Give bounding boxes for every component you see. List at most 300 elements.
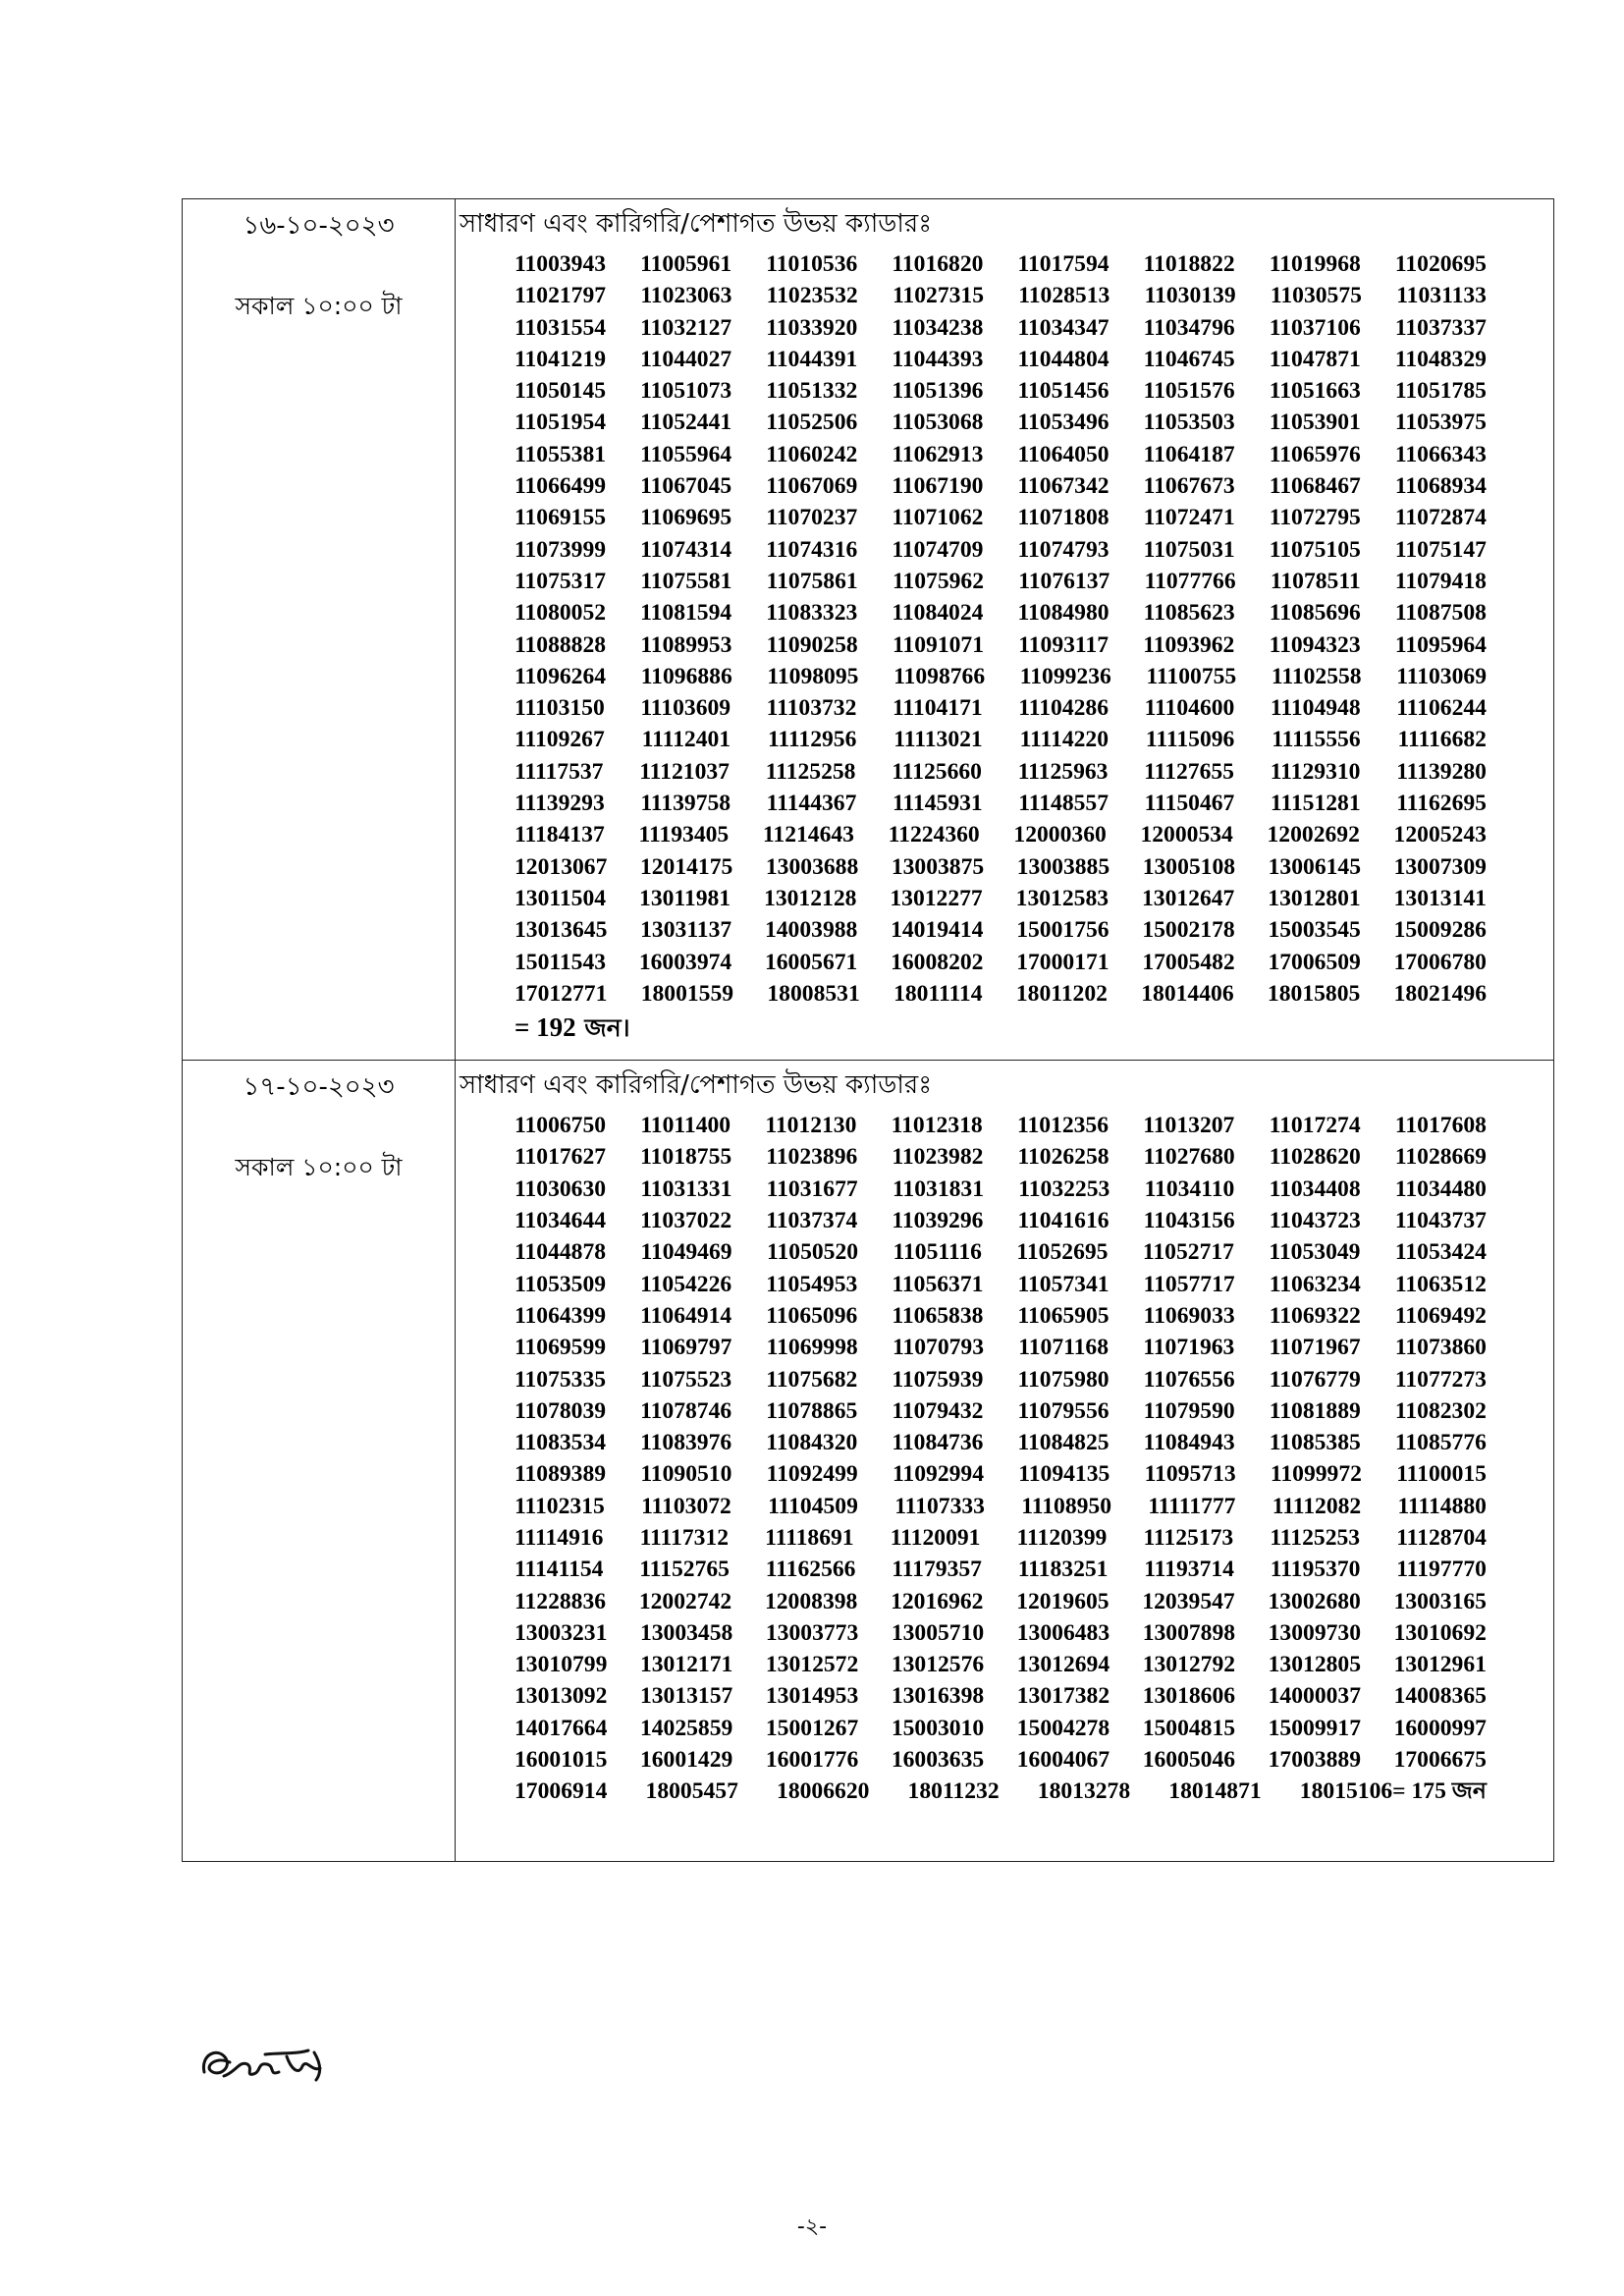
roll-number: 11104171 xyxy=(892,695,983,722)
roll-number: 11067045 xyxy=(640,473,732,500)
roll-number: 11023532 xyxy=(766,283,858,309)
roll-number-row xyxy=(514,312,1487,344)
roll-number: 11067069 xyxy=(766,473,858,500)
roll-number: 11034408 xyxy=(1269,1175,1361,1202)
roll-number: 13003688 xyxy=(765,853,859,880)
roll-number: 11051785 xyxy=(1394,378,1487,405)
roll-number: 11010536 xyxy=(766,251,858,277)
roll-number: 15009286 xyxy=(1393,917,1487,944)
roll-number: 11095964 xyxy=(1394,631,1487,658)
roll-number: 16001776 xyxy=(765,1747,859,1774)
roll-number-row xyxy=(514,1174,1487,1205)
roll-number: 11079590 xyxy=(1143,1397,1235,1424)
roll-number: 11112082 xyxy=(1272,1493,1362,1519)
roll-number: 11087508 xyxy=(1394,600,1487,627)
roll-number: 11162566 xyxy=(765,1557,856,1583)
roll-number: 11030575 xyxy=(1270,283,1362,309)
roll-number: 11148557 xyxy=(1018,791,1110,817)
roll-number: 11030630 xyxy=(514,1175,607,1202)
roll-number-row xyxy=(514,1586,1487,1617)
roll-number: 16001429 xyxy=(639,1747,733,1774)
roll-number: 11043156 xyxy=(1143,1208,1235,1234)
roll-number: 11114880 xyxy=(1397,1493,1487,1519)
roll-number: 11031133 xyxy=(1396,283,1487,309)
roll-number: 11044393 xyxy=(892,346,984,372)
roll-number: 11068934 xyxy=(1394,473,1487,500)
roll-number: 11104509 xyxy=(768,1493,858,1519)
roll-number: 11023063 xyxy=(640,283,732,309)
roll-number: 11034796 xyxy=(1143,314,1235,341)
roll-number: 11063234 xyxy=(1269,1271,1361,1297)
roll-number: 11162695 xyxy=(1396,791,1487,817)
roll-number: 17006509 xyxy=(1268,949,1361,975)
roll-number: 13003458 xyxy=(639,1619,733,1646)
roll-number: 11075939 xyxy=(892,1366,984,1393)
roll-number: 11020695 xyxy=(1394,251,1487,277)
roll-number: 18001559 xyxy=(640,980,734,1007)
roll-number-row xyxy=(514,248,1487,280)
roll-number-row xyxy=(514,566,1487,597)
roll-number: 14019414 xyxy=(891,917,984,944)
roll-number-row xyxy=(514,788,1487,819)
roll-number-row xyxy=(514,1713,1487,1744)
total-number: = 192 xyxy=(514,1012,576,1043)
roll-number: 18011202 xyxy=(1015,980,1108,1007)
roll-number: 11074314 xyxy=(640,536,732,563)
roll-number: 13012694 xyxy=(1016,1652,1110,1678)
roll-number: 11046745 xyxy=(1143,346,1235,372)
roll-number: 11103069 xyxy=(1396,663,1487,689)
roll-number: 11070237 xyxy=(766,505,858,531)
roll-number: 13009730 xyxy=(1268,1619,1361,1646)
roll-number: 18011232 xyxy=(907,1778,1000,1805)
roll-number: 11100015 xyxy=(1396,1461,1487,1488)
roll-number: 11053068 xyxy=(892,410,984,436)
roll-number: 11071062 xyxy=(892,505,984,531)
roll-number: 11052717 xyxy=(1142,1239,1234,1266)
roll-number: 11139293 xyxy=(514,791,605,817)
roll-number: 11037106 xyxy=(1269,314,1361,341)
roll-number-row xyxy=(514,947,1487,978)
roll-number: 11053424 xyxy=(1394,1239,1487,1266)
roll-number: 17006780 xyxy=(1393,949,1487,975)
roll-number: 11023896 xyxy=(766,1144,858,1171)
roll-number: 11062913 xyxy=(892,441,984,467)
roll-number: 11150467 xyxy=(1144,791,1235,817)
roll-number: 11017608 xyxy=(1394,1113,1487,1139)
roll-number: 11139280 xyxy=(1396,758,1487,785)
roll-number: 11077766 xyxy=(1144,568,1236,594)
roll-number: 11072795 xyxy=(1269,505,1361,531)
roll-number: 11034480 xyxy=(1394,1175,1487,1202)
roll-number: 11073999 xyxy=(514,536,607,563)
roll-number: 11104286 xyxy=(1018,695,1110,722)
roll-number: 11066343 xyxy=(1394,441,1487,467)
roll-number: 17005482 xyxy=(1142,949,1235,975)
roll-number: 11076137 xyxy=(1018,568,1110,594)
roll-number: 11044391 xyxy=(766,346,858,372)
roll-number-row xyxy=(514,1617,1487,1649)
roll-number: 11056371 xyxy=(892,1271,984,1297)
roll-number: 11065838 xyxy=(892,1302,984,1329)
roll-number: 11112401 xyxy=(641,727,731,753)
roll-number: 15011543 xyxy=(514,949,607,975)
roll-number: 11013207 xyxy=(1143,1113,1235,1139)
roll-number: 11104600 xyxy=(1144,695,1235,722)
roll-number: 11075861 xyxy=(766,568,858,594)
roll-number-row xyxy=(514,756,1487,788)
roll-list-cell xyxy=(456,199,1554,1061)
roll-number: 13012583 xyxy=(1015,885,1110,911)
roll-number: 11053901 xyxy=(1269,410,1361,436)
roll-number: 11079418 xyxy=(1394,568,1487,594)
roll-number: 13006145 xyxy=(1268,853,1361,880)
roll-number: 11139758 xyxy=(640,791,731,817)
roll-number: 11092499 xyxy=(766,1461,858,1488)
roll-number: 11103609 xyxy=(640,695,731,722)
roll-number: 11093117 xyxy=(1018,631,1110,658)
roll-number: 11065976 xyxy=(1269,441,1361,467)
roll-number: 11129310 xyxy=(1270,758,1361,785)
roll-number: 11078865 xyxy=(766,1397,858,1424)
roll-number: 11071967 xyxy=(1269,1335,1361,1361)
roll-number: 15009917 xyxy=(1268,1715,1361,1741)
roll-number: 11051116 xyxy=(893,1239,982,1266)
cadre-category: সাধারণ এবং কারিগরি/পেশাগত উভয় ক্যাডারঃ xyxy=(460,209,933,239)
roll-number-row xyxy=(514,280,1487,311)
roll-number: 11125173 xyxy=(1143,1524,1234,1551)
roll-number: 11005961 xyxy=(640,251,732,277)
roll-number-row xyxy=(514,1458,1487,1490)
roll-number: 13005108 xyxy=(1142,853,1236,880)
roll-number: 11057341 xyxy=(1017,1271,1110,1297)
roll-number: 11044878 xyxy=(514,1239,607,1266)
roll-number: 15004815 xyxy=(1142,1715,1236,1741)
roll-number: 11115096 xyxy=(1145,727,1235,753)
roll-number: 11034238 xyxy=(892,314,984,341)
roll-number: 13003773 xyxy=(765,1619,859,1646)
roll-number: 12000360 xyxy=(1013,822,1107,848)
roll-number: 12013067 xyxy=(514,853,608,880)
roll-number: 11053509 xyxy=(514,1271,607,1297)
roll-number: 11076779 xyxy=(1269,1366,1361,1393)
roll-number-row xyxy=(514,692,1487,724)
roll-number: 11152765 xyxy=(639,1557,730,1583)
roll-number: 11065096 xyxy=(766,1302,858,1329)
roll-number-row xyxy=(514,1649,1487,1680)
roll-number: 12008398 xyxy=(764,1588,858,1614)
roll-number: 11125660 xyxy=(892,758,982,785)
roll-number: 17000171 xyxy=(1016,949,1110,975)
roll-number: 11017274 xyxy=(1269,1113,1361,1139)
roll-number: 11053503 xyxy=(1143,410,1235,436)
roll-number: 11031331 xyxy=(640,1175,732,1202)
roll-number: 11103732 xyxy=(766,695,857,722)
roll-number: 11094323 xyxy=(1269,631,1361,658)
roll-number: 11034347 xyxy=(1017,314,1110,341)
roll-number-row xyxy=(514,1141,1487,1173)
roll-number: 13012647 xyxy=(1141,885,1235,911)
roll-number: 11214643 xyxy=(762,822,854,848)
roll-number: 11067190 xyxy=(892,473,984,500)
roll-number-row xyxy=(514,1744,1487,1776)
roll-number: 13012801 xyxy=(1268,885,1361,911)
roll-number-row xyxy=(514,1236,1487,1268)
roll-number: 11075581 xyxy=(640,568,732,594)
roll-number: 11043737 xyxy=(1394,1208,1487,1234)
roll-number: 11051456 xyxy=(1017,378,1110,405)
roll-number-row xyxy=(514,1269,1487,1300)
roll-number: 11075962 xyxy=(892,568,985,594)
roll-number: 18015106= 175 জন xyxy=(1299,1778,1487,1805)
roll-number: 11053975 xyxy=(1394,410,1487,436)
roll-number: 11114916 xyxy=(514,1524,604,1551)
roll-number: 18014871 xyxy=(1168,1778,1262,1805)
roll-number: 16001015 xyxy=(514,1747,608,1774)
roll-number: 12005243 xyxy=(1393,822,1487,848)
roll-number: 15003545 xyxy=(1268,917,1361,944)
roll-number: 11088828 xyxy=(514,631,607,658)
roll-number-row xyxy=(514,1205,1487,1236)
roll-number: 11012130 xyxy=(765,1113,857,1139)
roll-number: 11102558 xyxy=(1271,663,1362,689)
roll-number: 11085776 xyxy=(1394,1430,1487,1456)
roll-number: 11037374 xyxy=(766,1208,858,1234)
roll-number: 11075147 xyxy=(1394,536,1487,563)
roll-number: 11048329 xyxy=(1394,346,1487,372)
roll-number: 11099972 xyxy=(1270,1461,1362,1488)
roll-number: 11054226 xyxy=(640,1271,732,1297)
roll-number: 11037337 xyxy=(1394,314,1487,341)
roll-number: 11089953 xyxy=(640,631,732,658)
roll-number: 14025859 xyxy=(639,1715,733,1741)
roll-number: 13003165 xyxy=(1393,1588,1487,1614)
roll-number: 17006675 xyxy=(1393,1747,1487,1774)
roll-number: 11051073 xyxy=(640,378,732,405)
roll-number: 11064050 xyxy=(1017,441,1110,467)
roll-number: 11032127 xyxy=(640,314,732,341)
roll-number: 16008202 xyxy=(891,949,984,975)
roll-number: 11075335 xyxy=(514,1366,607,1393)
roll-number: 13006483 xyxy=(1016,1619,1110,1646)
roll-number: 15001267 xyxy=(765,1715,859,1741)
roll-number: 11069155 xyxy=(514,505,607,531)
roll-number-row xyxy=(514,1554,1487,1585)
roll-number: 11037022 xyxy=(640,1208,732,1234)
roll-number: 15002178 xyxy=(1142,917,1235,944)
roll-number: 11019968 xyxy=(1269,251,1361,277)
signature-image xyxy=(196,2033,344,2092)
roll-number-row xyxy=(514,914,1487,946)
roll-number: 11073860 xyxy=(1394,1335,1487,1361)
roll-number: 13007898 xyxy=(1142,1619,1236,1646)
roll-number: 11083976 xyxy=(640,1430,732,1456)
roll-number: 11071168 xyxy=(1018,1335,1110,1361)
roll-number: 11044804 xyxy=(1017,346,1110,372)
roll-number: 11069797 xyxy=(640,1335,732,1361)
roll-number: 11141154 xyxy=(514,1557,604,1583)
roll-number: 11070793 xyxy=(892,1335,985,1361)
roll-number: 18014406 xyxy=(1141,980,1234,1007)
roll-number: 17012771 xyxy=(514,980,608,1007)
roll-number: 11193714 xyxy=(1144,1557,1234,1583)
roll-number: 11063512 xyxy=(1394,1271,1487,1297)
roll-number: 11074793 xyxy=(1017,536,1110,563)
roll-number: 14008365 xyxy=(1393,1683,1487,1710)
roll-number: 11114220 xyxy=(1019,727,1110,753)
roll-number: 11068467 xyxy=(1269,473,1361,500)
schedule-table xyxy=(182,198,1554,1862)
roll-number: 11031831 xyxy=(892,1175,985,1202)
roll-number: 11106244 xyxy=(1396,695,1487,722)
exam-date: ১৬-১০-২০২৩ xyxy=(243,211,395,241)
roll-number-row xyxy=(514,470,1487,502)
roll-number: 11064187 xyxy=(1143,441,1235,467)
roll-number: 16005671 xyxy=(764,949,858,975)
roll-number: 11041616 xyxy=(1017,1208,1110,1234)
roll-number: 11055381 xyxy=(514,441,607,467)
roll-number: 11003943 xyxy=(514,251,607,277)
roll-number: 11224360 xyxy=(888,822,980,848)
roll-number-list xyxy=(514,248,1487,1010)
roll-number: 13012805 xyxy=(1268,1652,1361,1678)
roll-number: 13003885 xyxy=(1016,853,1110,880)
roll-number: 11116682 xyxy=(1397,727,1487,753)
roll-number: 11049469 xyxy=(640,1239,732,1266)
roll-number: 11060242 xyxy=(766,441,858,467)
roll-number: 11121037 xyxy=(639,758,730,785)
roll-number: 11085385 xyxy=(1269,1430,1361,1456)
roll-number: 12019605 xyxy=(1016,1588,1110,1614)
page-number: -২- xyxy=(796,2214,828,2239)
roll-number: 13013141 xyxy=(1393,885,1487,911)
roll-number: 11030139 xyxy=(1144,283,1236,309)
roll-number: 11179357 xyxy=(892,1557,982,1583)
roll-number: 11080052 xyxy=(514,600,607,627)
session-row xyxy=(183,199,1554,1061)
roll-number: 13031137 xyxy=(640,917,732,944)
roll-number: 11077273 xyxy=(1394,1366,1487,1393)
roll-number: 13012171 xyxy=(639,1652,733,1678)
roll-number: 15003010 xyxy=(891,1715,985,1741)
roll-number: 13003231 xyxy=(514,1619,608,1646)
roll-number: 11026258 xyxy=(1017,1144,1110,1171)
roll-number: 15001756 xyxy=(1016,917,1110,944)
roll-number: 11069322 xyxy=(1269,1302,1361,1329)
roll-number: 11081889 xyxy=(1269,1397,1361,1424)
roll-number: 11103072 xyxy=(641,1493,731,1519)
roll-number-row xyxy=(514,1300,1487,1332)
roll-number: 13010799 xyxy=(514,1652,608,1678)
roll-number: 18011114 xyxy=(893,980,983,1007)
roll-number: 11098766 xyxy=(893,663,986,689)
roll-number: 18013278 xyxy=(1037,1778,1131,1805)
roll-number: 11074316 xyxy=(766,536,858,563)
roll-number: 11197770 xyxy=(1396,1557,1487,1583)
roll-number: 11039296 xyxy=(892,1208,984,1234)
roll-number: 11018822 xyxy=(1143,251,1235,277)
roll-number: 12002742 xyxy=(638,1588,732,1614)
date-time-cell xyxy=(183,1061,456,1862)
roll-number: 18005457 xyxy=(645,1778,738,1805)
roll-number: 11228836 xyxy=(514,1588,607,1614)
roll-number-row xyxy=(514,1395,1487,1427)
roll-number: 11021797 xyxy=(514,283,607,309)
roll-number: 16003974 xyxy=(638,949,732,975)
roll-number: 11047871 xyxy=(1269,346,1361,372)
roll-number: 14000037 xyxy=(1268,1683,1361,1710)
roll-number: 11064399 xyxy=(514,1302,607,1329)
roll-number: 11075523 xyxy=(640,1366,732,1393)
roll-number: 11108950 xyxy=(1021,1493,1112,1519)
roll-number: 11115556 xyxy=(1272,727,1361,753)
roll-number: 11069033 xyxy=(1143,1302,1235,1329)
roll-number-row xyxy=(514,1332,1487,1363)
roll-number: 11027315 xyxy=(892,283,985,309)
roll-number: 11144367 xyxy=(766,791,857,817)
roll-number: 13016398 xyxy=(891,1683,985,1710)
roll-number-row xyxy=(514,1427,1487,1458)
roll-number: 11090258 xyxy=(766,631,858,658)
roll-number: 18015805 xyxy=(1267,980,1361,1007)
roll-number: 11103150 xyxy=(514,695,605,722)
roll-number: 18006620 xyxy=(777,1778,870,1805)
roll-number: 11083323 xyxy=(766,600,858,627)
roll-number: 11096264 xyxy=(514,663,607,689)
roll-number-row xyxy=(514,978,1487,1010)
roll-number: 11151281 xyxy=(1270,791,1361,817)
roll-number: 17006914 xyxy=(514,1778,608,1805)
roll-number: 11084980 xyxy=(1017,600,1110,627)
roll-number-row xyxy=(514,1364,1487,1395)
roll-number: 11084024 xyxy=(892,600,984,627)
roll-number: 11102315 xyxy=(514,1493,605,1519)
roll-number-row xyxy=(514,1110,1487,1141)
roll-number: 13011504 xyxy=(514,885,607,911)
roll-number: 14003988 xyxy=(764,917,858,944)
roll-number: 11051663 xyxy=(1269,378,1361,405)
roll-number: 11067673 xyxy=(1143,473,1235,500)
roll-number-row xyxy=(514,1491,1487,1522)
roll-number: 11032253 xyxy=(1018,1175,1110,1202)
roll-number: 11083534 xyxy=(514,1430,607,1456)
roll-number: 11078511 xyxy=(1270,568,1361,594)
roll-number-row xyxy=(514,629,1487,661)
exam-time: সকাল ১০:০০ টা xyxy=(235,1153,403,1182)
roll-number: 11031677 xyxy=(766,1175,858,1202)
roll-number: 11091071 xyxy=(892,631,985,658)
roll-number: 13012792 xyxy=(1142,1652,1236,1678)
roll-number: 11184137 xyxy=(514,822,605,848)
roll-number: 11084320 xyxy=(766,1430,858,1456)
roll-number: 11096886 xyxy=(640,663,732,689)
roll-number: 11050145 xyxy=(514,378,607,405)
roll-number-row xyxy=(514,597,1487,629)
roll-number: 11031554 xyxy=(514,314,607,341)
roll-number-row xyxy=(514,1680,1487,1712)
roll-number-row xyxy=(514,851,1487,883)
roll-number: 13013157 xyxy=(639,1683,733,1710)
roll-number: 11112956 xyxy=(767,727,857,753)
roll-number-row xyxy=(514,534,1487,566)
roll-number-row xyxy=(514,883,1487,914)
roll-number: 13014953 xyxy=(765,1683,859,1710)
roll-number: 11023982 xyxy=(892,1144,984,1171)
roll-number: 11054953 xyxy=(766,1271,858,1297)
roll-number: 11090510 xyxy=(640,1461,732,1488)
roll-number: 11052441 xyxy=(640,410,732,436)
roll-number: 11113021 xyxy=(893,727,983,753)
